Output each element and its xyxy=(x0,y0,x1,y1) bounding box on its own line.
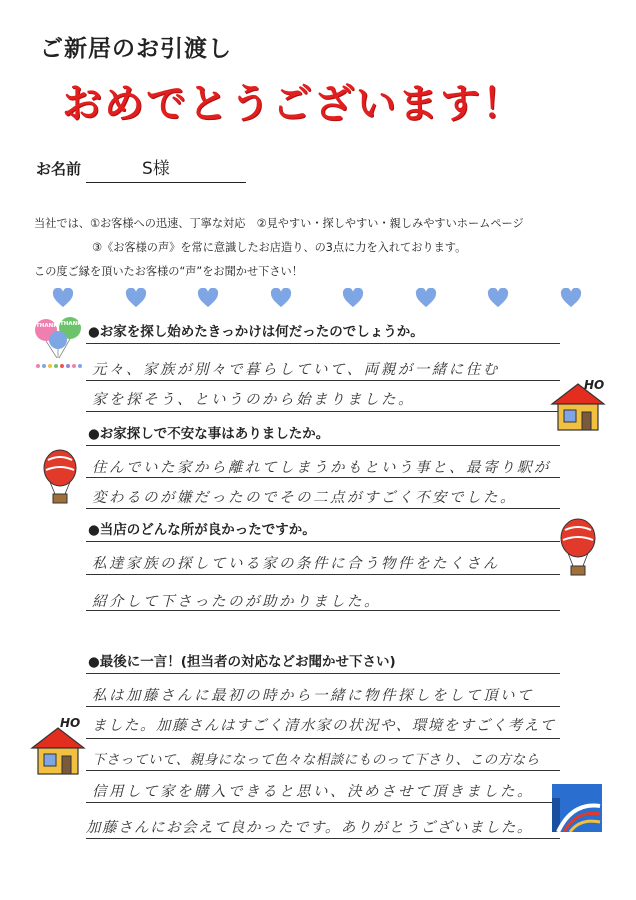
house-sign-2: HO xyxy=(60,716,81,730)
intro-line-2: ③《お客様の声》を常に意識したお店造り、の3点に力を入れております。 xyxy=(92,241,467,254)
rule xyxy=(86,477,560,478)
rule xyxy=(86,838,560,839)
answer-4-line-1: 私は加藤さんに最初の時から一緒に物件探しをして頂いて xyxy=(92,688,534,704)
question-2: ●お家探しで不安な事はありましたか。 xyxy=(88,426,330,442)
company-logo-icon xyxy=(552,784,602,832)
rule xyxy=(86,508,560,509)
rule xyxy=(86,770,560,771)
answer-1-line-1: 元々、家族が別々で暮らしていて、両親が一緒に住む xyxy=(92,362,500,378)
rule xyxy=(86,706,560,707)
answer-2-line-1: 住んでいた家から離れてしまうかもという事と、最寄り駅が xyxy=(92,460,551,476)
heart-icon xyxy=(560,288,582,308)
rule xyxy=(86,738,560,739)
answer-1-line-2: 家を探そう、というのから始まりました。 xyxy=(92,392,415,408)
answer-4-line-4: 信用して家を購入できると思い、決めさせて頂きました。 xyxy=(92,784,534,800)
title-small: ご新居のお引渡し xyxy=(40,36,232,62)
name-underline xyxy=(86,182,246,183)
title-large: おめでとうございます！ xyxy=(62,81,524,127)
answer-4-line-3: 下さっていて、親身になって色々な相談にものって下さり、この方なら xyxy=(92,752,540,768)
intro-line-3: この度ご縁を頂いたお客様の“声”をお聞かせ下さい！ xyxy=(34,265,303,278)
question-4: ●最後に一言！(担当者の対応などお聞かせ下さい) xyxy=(88,654,396,670)
heart-icon xyxy=(415,288,437,308)
rule xyxy=(86,411,560,412)
heart-icon xyxy=(342,288,364,308)
heart-icon xyxy=(52,288,74,308)
hot-air-balloon-icon xyxy=(38,448,82,506)
heart-icon xyxy=(487,288,509,308)
rule xyxy=(86,802,560,803)
house-sign-1: HO xyxy=(584,378,605,392)
answer-4-line-2: ました。加藤さんはすごく清水家の状況や、環境をすごく考えて xyxy=(92,718,556,734)
heart-icon xyxy=(197,288,219,308)
answer-2-line-2: 変わるのが嫌だったのでその二点がすごく不安でした。 xyxy=(92,490,517,506)
rule xyxy=(86,673,560,674)
rule xyxy=(86,541,560,542)
question-1: ●お家を探し始めたきっかけは何だったのでしょうか。 xyxy=(88,324,424,340)
rule xyxy=(86,574,560,575)
rule xyxy=(86,445,560,446)
intro-line-1: 当社では、①お客様への迅速、丁寧な対応 ②見やすい・探しやすい・親しみやすいホームページ xyxy=(34,217,524,230)
heart-icon xyxy=(125,288,147,308)
rule xyxy=(86,343,560,344)
balloon-text-2: THANK xyxy=(60,321,82,327)
heart-icon xyxy=(270,288,292,308)
answer-4-line-5: 加藤さんにお会えて良かったです。ありがとうございました。 xyxy=(86,820,533,836)
rule xyxy=(86,380,560,381)
name-value: S様 xyxy=(142,159,170,179)
answer-3-line-2: 紹介して下さったのが助かりました。 xyxy=(92,594,381,610)
answer-3-line-1: 私達家族の探している家の条件に合う物件をたくさん xyxy=(92,556,500,572)
question-3: ●当店のどんな所が良かったですか。 xyxy=(88,522,316,538)
balloon-text-1: THANK xyxy=(36,323,58,329)
heart-row xyxy=(52,288,582,308)
house-icon xyxy=(28,722,90,778)
hot-air-balloon-icon xyxy=(556,516,600,578)
name-label: お名前 xyxy=(36,160,82,178)
rule xyxy=(86,610,560,611)
